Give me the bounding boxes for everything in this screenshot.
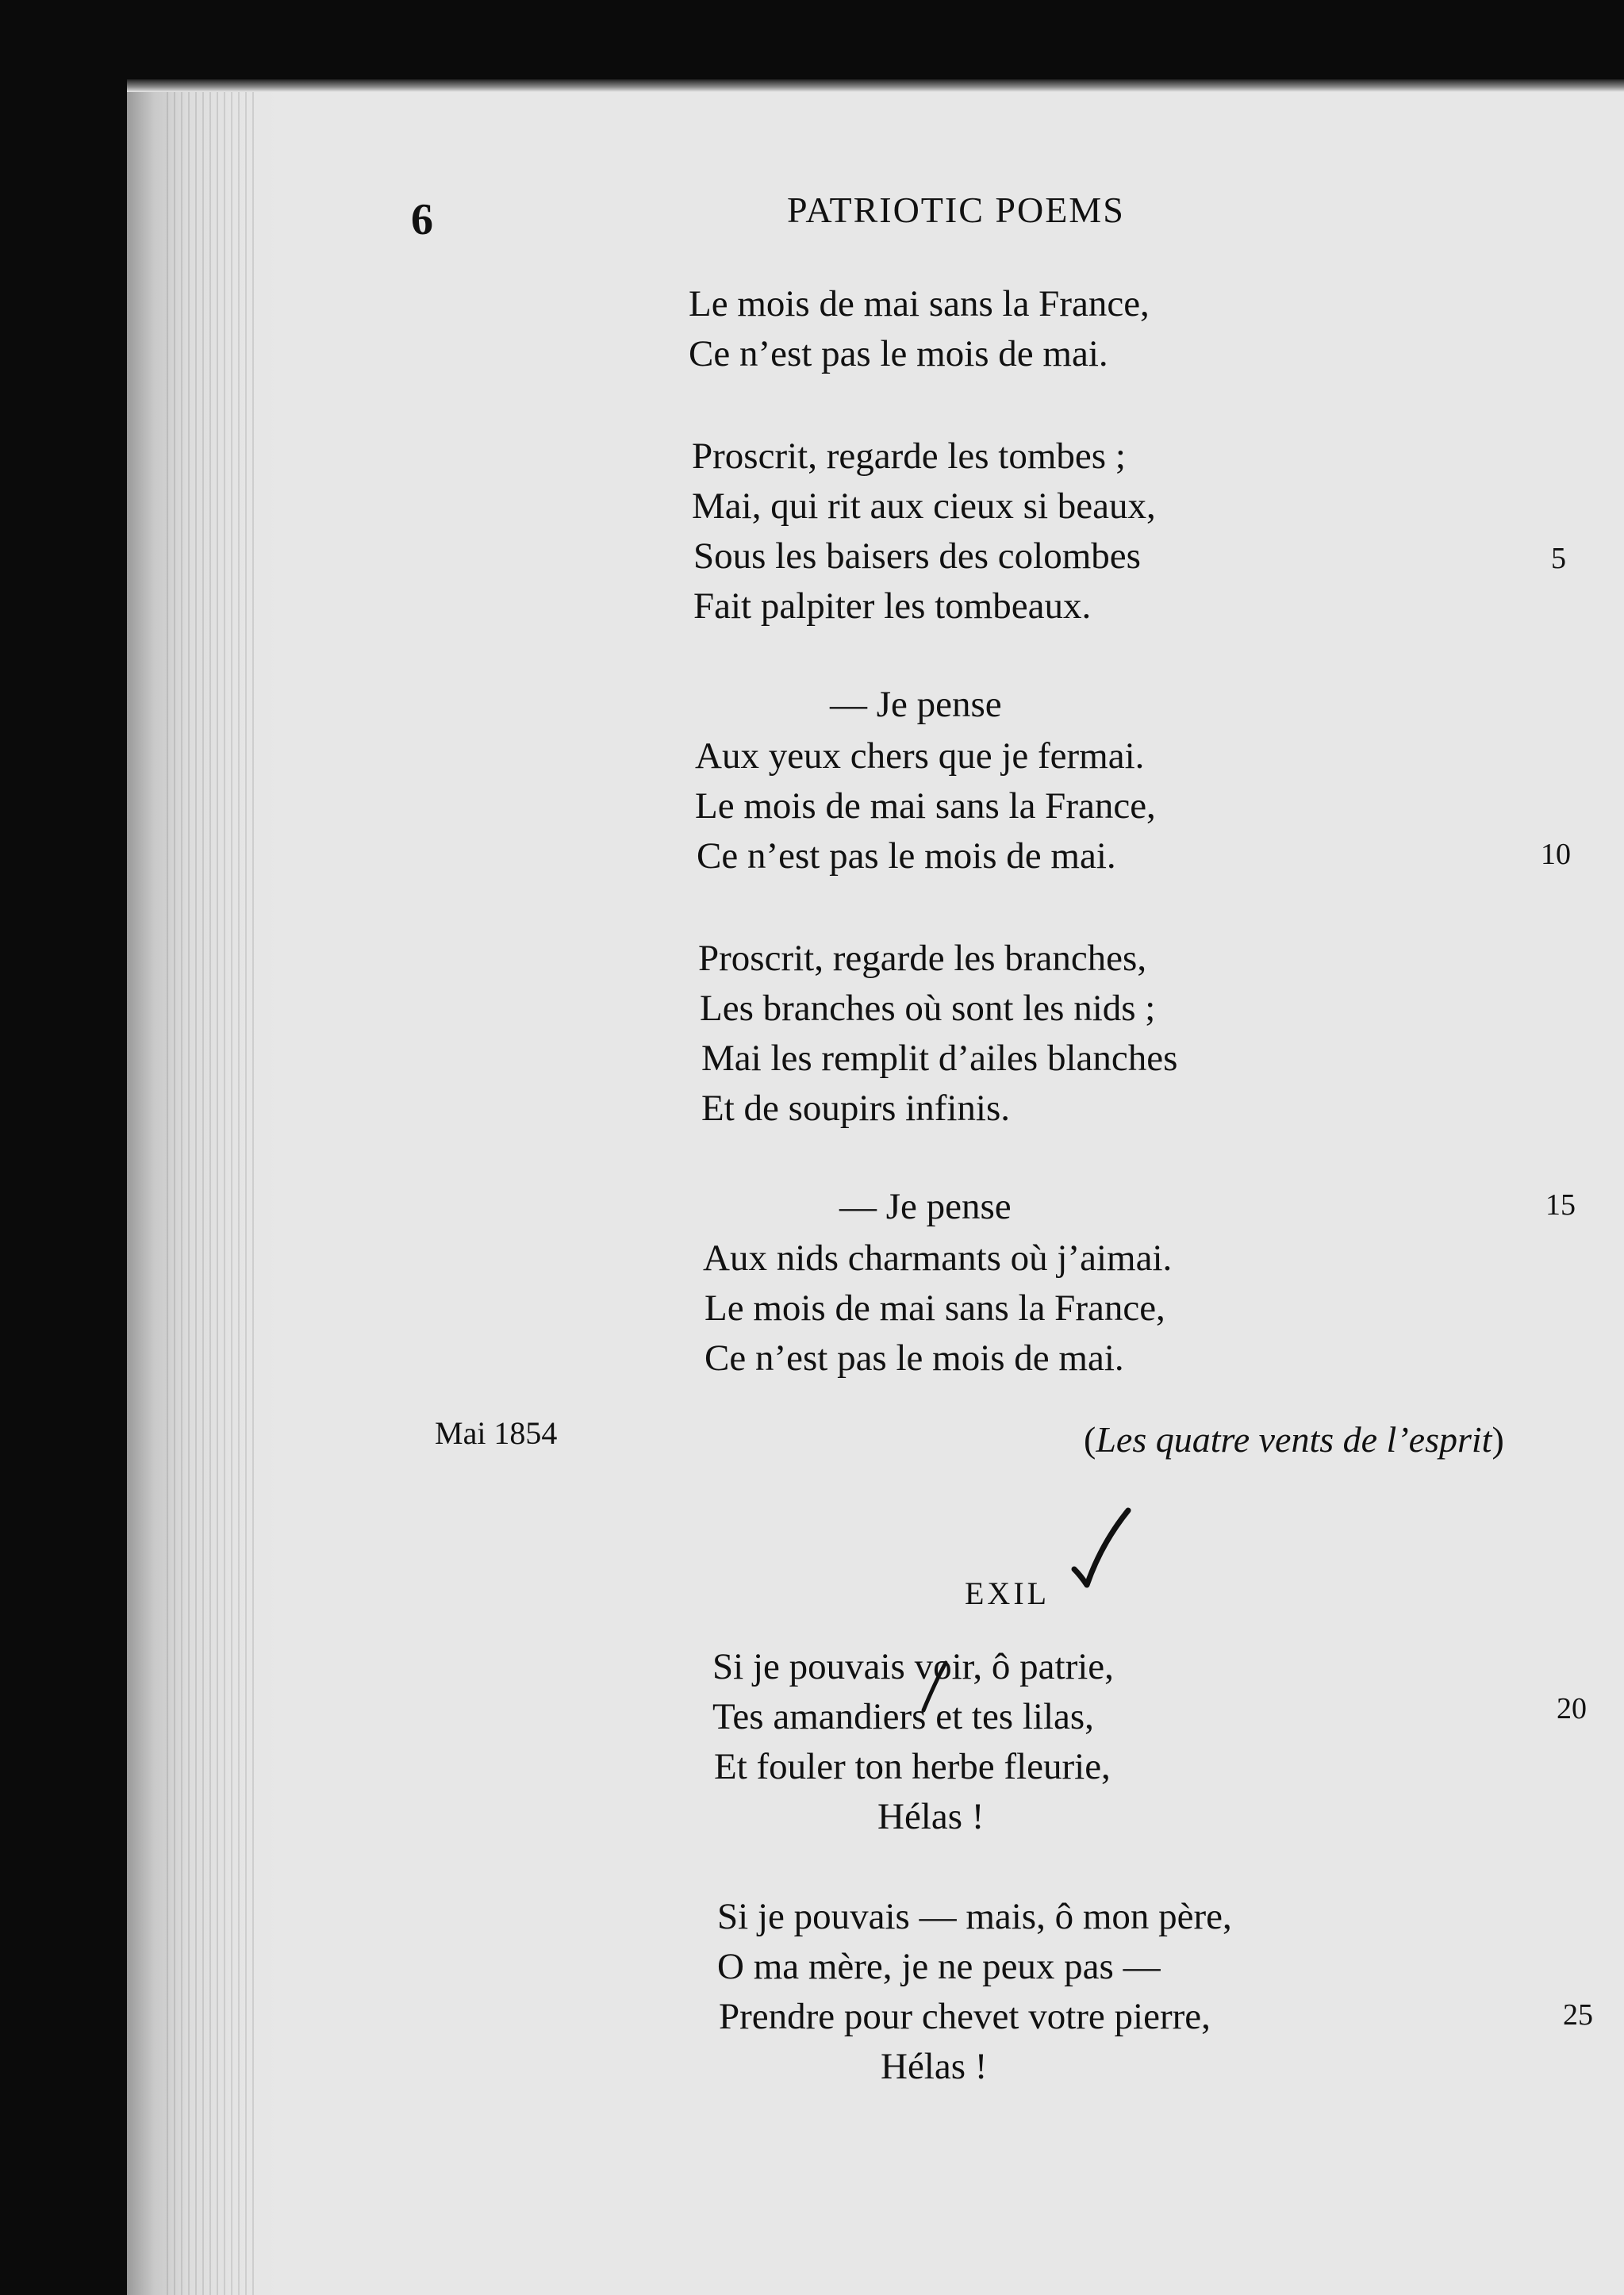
verse-line: Sous les baisers des colombes [693, 535, 1141, 577]
verse-line: Et fouler ton herbe fleurie, [714, 1746, 1111, 1787]
verse-line: Aux nids charmants où j’aimai. [703, 1238, 1173, 1279]
verse-line: Le mois de mai sans la France, [695, 785, 1156, 827]
line-number: 20 [1557, 1692, 1587, 1725]
line-number: 15 [1545, 1188, 1576, 1222]
poem-source-title: Les quatre vents de l’esprit [1096, 1419, 1492, 1460]
poem-source: (Les quatre vents de l’esprit) [1084, 1419, 1504, 1460]
verse-line: Ce n’est pas le mois de mai. [689, 333, 1108, 374]
verse-line: Prendre pour chevet votre pierre, [719, 1996, 1211, 2037]
running-title: PATRIOTIC POEMS [787, 190, 1125, 230]
verse-line: Les branches où sont les nids ; [700, 988, 1156, 1029]
handwritten-checkmark-icon [1071, 1507, 1134, 1595]
line-number: 25 [1563, 1998, 1593, 2032]
verse-line: Mai les remplit d’ailes blanches [701, 1038, 1178, 1079]
verse-line: — Je pense [839, 1186, 1012, 1227]
verse-line: Le mois de mai sans la France, [689, 283, 1150, 324]
page-top-edge [127, 79, 1624, 92]
verse-line: O ma mère, je ne peux pas — [717, 1946, 1161, 1987]
pencil-stroke-icon [919, 1660, 950, 1715]
page-number: 6 [411, 195, 433, 244]
verse-line: Ce n’est pas le mois de mai. [705, 1337, 1124, 1379]
poem-title: EXIL [965, 1575, 1050, 1611]
verse-line: Mai, qui rit aux cieux si beaux, [692, 485, 1156, 527]
verse-line: Hélas ! [877, 1796, 985, 1837]
poem-date: Mai 1854 [435, 1415, 558, 1451]
verse-line: Tes amandiers et tes lilas, [712, 1696, 1094, 1737]
page-edges [167, 86, 254, 2295]
verse-line: Hélas ! [881, 2046, 988, 2087]
verse-line: Proscrit, regarde les tombes ; [692, 436, 1126, 477]
verse-line: — Je pense [830, 684, 1002, 725]
line-number: 10 [1541, 838, 1571, 871]
line-number: 5 [1551, 542, 1566, 575]
verse-line: Aux yeux chers que je fermai. [695, 735, 1145, 777]
verse-line: Si je pouvais voir, ô patrie, [712, 1646, 1114, 1687]
verse-line: Proscrit, regarde les branches, [698, 938, 1147, 979]
verse-line: Ce n’est pas le mois de mai. [697, 835, 1116, 877]
verse-line: Fait palpiter les tombeaux. [693, 585, 1092, 627]
verse-line: Si je pouvais — mais, ô mon père, [717, 1896, 1232, 1937]
verse-line: Et de soupirs infinis. [701, 1088, 1011, 1129]
verse-line: Le mois de mai sans la France, [705, 1288, 1165, 1329]
